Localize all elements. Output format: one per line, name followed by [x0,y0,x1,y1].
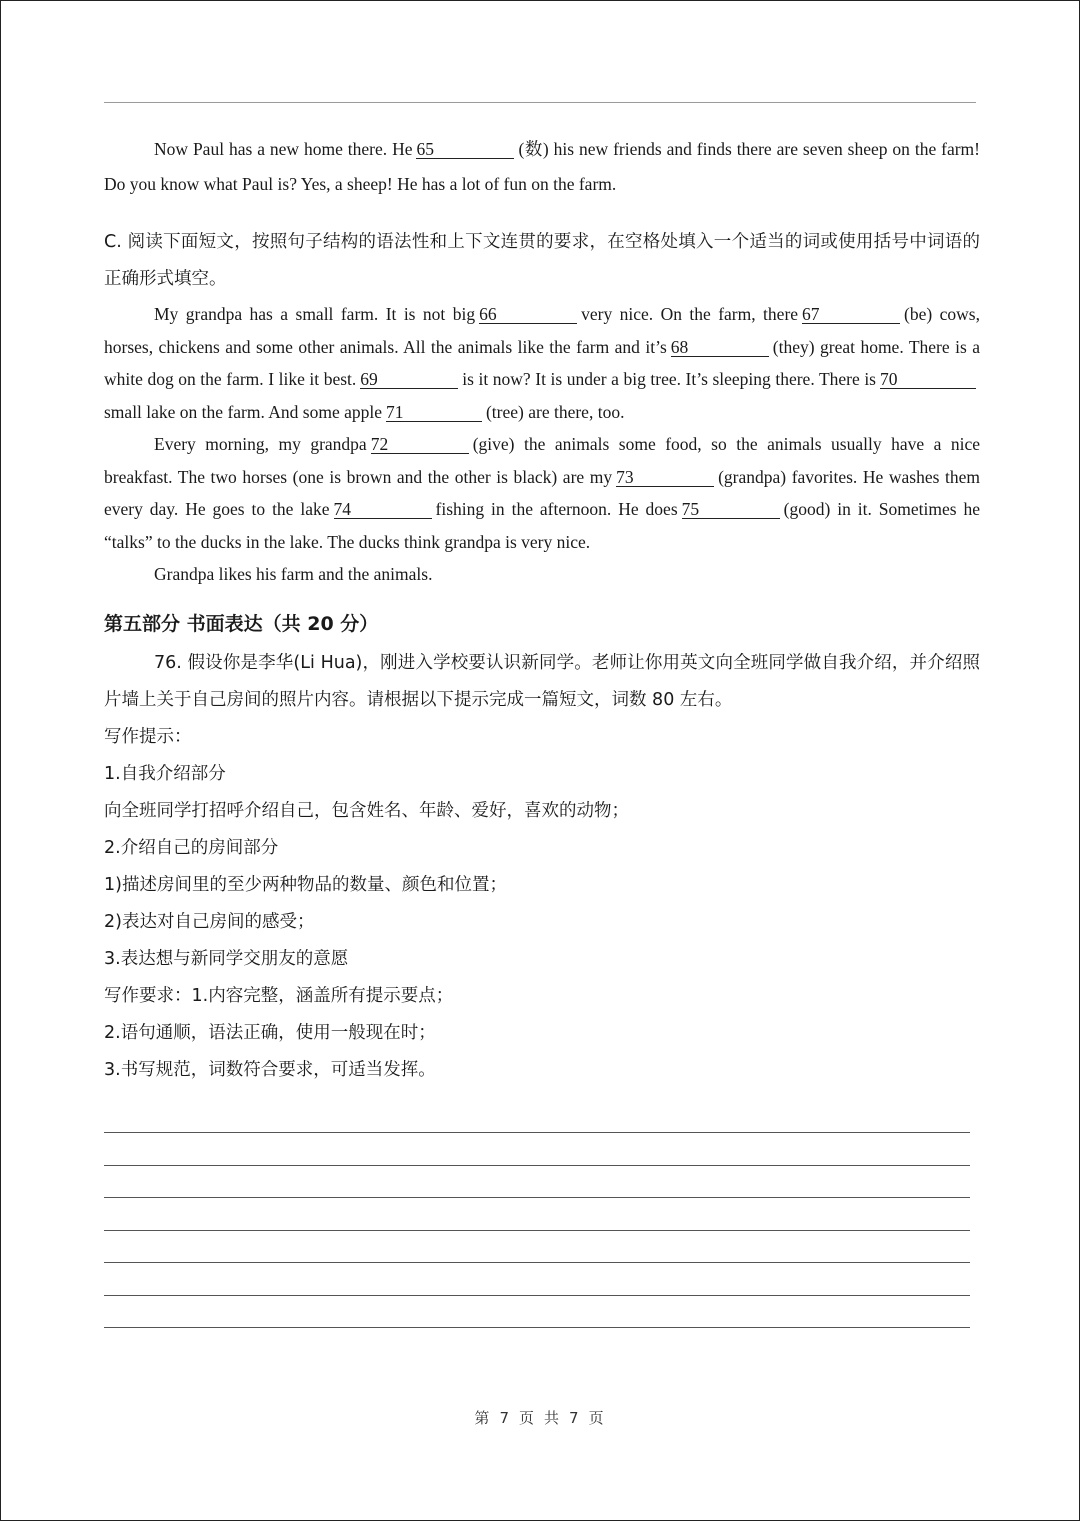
passage-text: (tree) are there, too. [485,401,625,422]
answer-line[interactable] [104,1263,970,1296]
hint-line: 2)表达对自己房间的感受； [104,911,315,932]
answer-writing-area[interactable] [104,1101,980,1329]
passage-text: (grandpa) favorites. He washes them every day. He goes to the lake [104,466,980,519]
header-rule [104,102,976,103]
footer-text: 页 [518,1409,536,1427]
passage-text: (be) cows, horses, chickens and some other animals. All the animals like the farm and it’s [104,304,980,357]
part-c-paragraph-1 [104,298,980,428]
answer-line[interactable] [104,1198,970,1231]
requirement-line: 3.书写规范，词数符合要求，可适当发挥。 [104,1059,436,1080]
page-content [104,132,980,1328]
hint-line: 2.介绍自己的房间部分 [104,837,279,858]
question-76-prompt: 76. 假设你是李华(Li Hua)，刚进入学校要认识新同学。老师让你用英文向全班同学做自我介绍，并介绍照片墙上关于自己房间的照片内容。请根据以下提示完成一篇短文，词数 80 左右。 [104,652,980,710]
blank-65[interactable]: 65 [416,140,514,159]
answer-line[interactable] [104,1101,970,1134]
passage-text: (give) the animals some food, so the animals usually have a nice breakfast. The two horses (one is brown and the other is black) are my [104,434,981,487]
blank-73[interactable]: 73 [616,468,714,487]
blank-66[interactable]: 66 [479,305,577,324]
requirement-line: 写作要求：1.内容完整，涵盖所有提示要点； [104,985,454,1006]
part-c-paragraph-2 [104,428,980,558]
answer-line[interactable] [104,1133,970,1166]
part-5-title: 第五部分 书面表达（共 20 分） [104,612,379,635]
writing-hints-heading: 写作提示： [104,726,192,747]
blank-71[interactable]: 71 [386,403,482,422]
passage-text: very nice. On the farm, there [581,304,799,324]
requirement-line: 2.语句通顺，语法正确，使用一般现在时； [104,1022,436,1043]
blank-70[interactable]: 70 [880,370,976,389]
blank-75[interactable]: 75 [682,500,780,519]
passage-text: (they) great home. There is a white dog on the farm. I like it best. [104,336,980,389]
passage-text: Now Paul has a new home there. He [154,139,413,159]
page-number: 7 [499,1409,511,1427]
passage-text: small lake on the farm. And some apple [104,401,382,422]
blank-74[interactable]: 74 [334,500,432,519]
passage-text: (good) in it. Sometimes he “talks” to the ducks in the lake. The ducks think grandpa is very nice. [104,499,980,552]
hint-line: 3.表达想与新同学交朋友的意愿 [104,948,349,969]
answer-line[interactable] [104,1231,970,1264]
footer-text: 共 [544,1409,562,1427]
footer-text: 页 [588,1409,606,1427]
blank-67[interactable]: 67 [802,305,900,324]
passage-b-ending [104,132,980,202]
passage-text: Every morning, my grandpa [154,434,367,454]
hint-line: 向全班同学打招呼介绍自己，包含姓名、年龄、爱好，喜欢的动物； [104,800,629,821]
part-c-paragraph-3: Grandpa likes his farm and the animals. [154,564,433,584]
passage-text: (数) his new friends and finds there are seven sheep on the farm! Do you know what Paul is? Yes, a sheep! He has a lot of fun on the farm. [104,139,980,194]
page-footer [1,1407,1079,1428]
passage-text: fishing in the afternoon. He does [435,499,678,519]
answer-line[interactable] [104,1296,970,1329]
blank-72[interactable]: 72 [371,435,469,454]
hint-line: 1)描述房间里的至少两种物品的数量、颜色和位置； [104,874,507,895]
hint-line: 1.自我介绍部分 [104,763,226,784]
page-total: 7 [569,1409,581,1427]
part-c-instructions: C. 阅读下面短文，按照句子结构的语法性和上下文连贯的要求，在空格处填入一个适当的词或使用括号中词语的正确形式填空。 [104,232,980,289]
passage-text: My grandpa has a small farm. It is not big [154,304,476,324]
footer-text: 第 [474,1409,492,1427]
blank-69[interactable]: 69 [360,370,458,389]
passage-text: is it now? It is under a big tree. It’s sleeping there. There is [462,369,876,389]
answer-line[interactable] [104,1166,970,1199]
blank-68[interactable]: 68 [671,338,769,357]
